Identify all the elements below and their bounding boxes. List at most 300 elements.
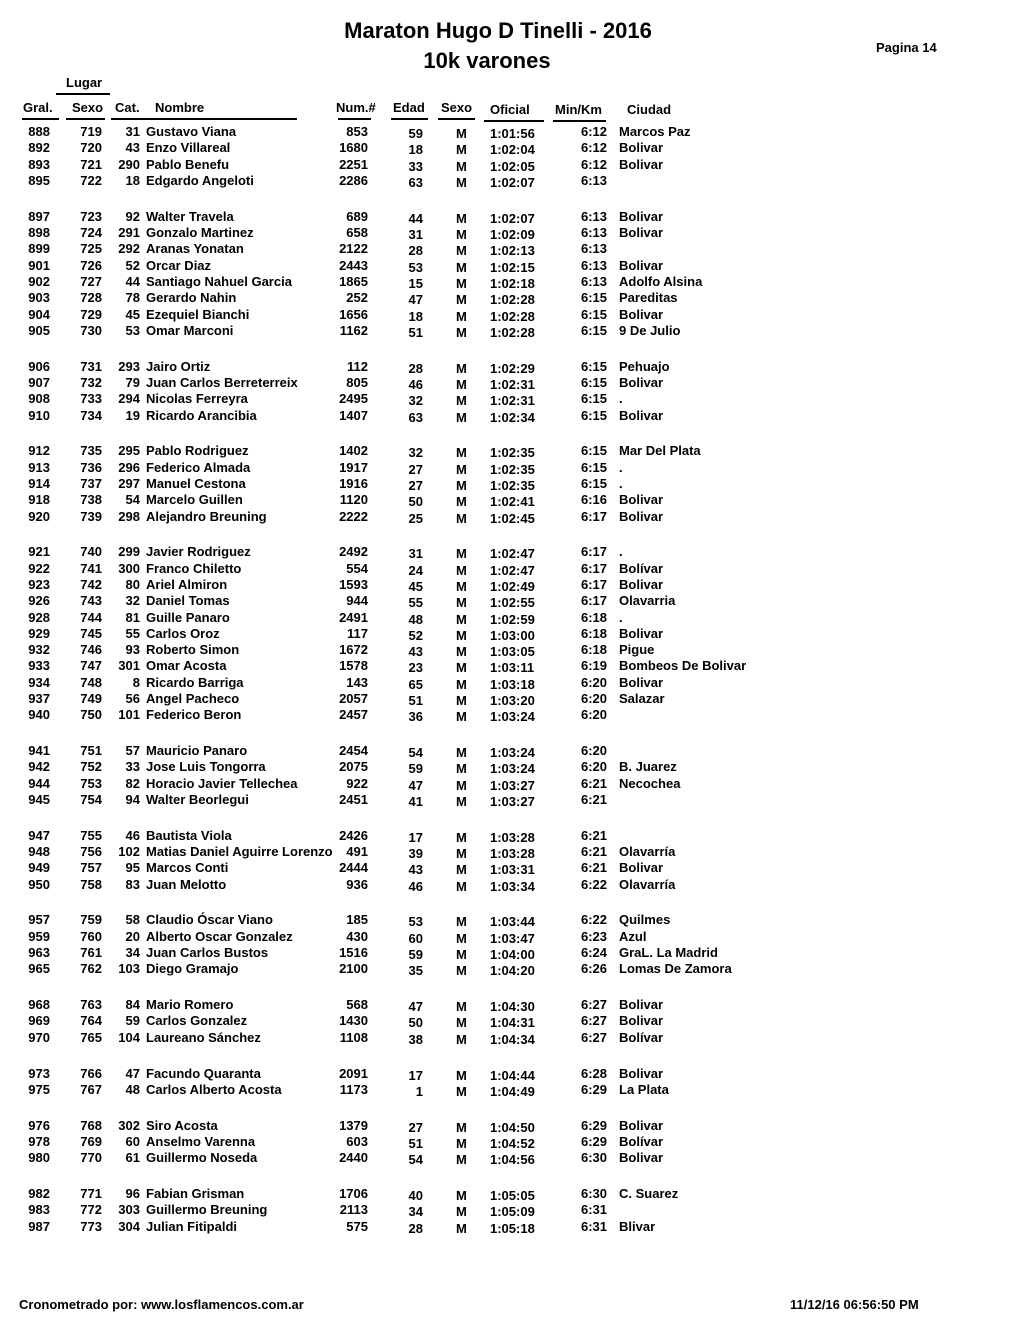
cell-minkm: 6:13 [580, 274, 607, 289]
cell-sexo2: M [456, 546, 467, 561]
cell-oficial: 1:03:24 [490, 709, 535, 724]
cell-oficial: 1:04:44 [490, 1068, 535, 1083]
table-row [0, 593, 1024, 609]
cell-sexo: 741 [80, 561, 102, 576]
cell-num: 2286 [339, 173, 368, 188]
cell-sexo2: M [456, 292, 467, 307]
cell-gral: 904 [28, 307, 50, 322]
cell-minkm: 6:21 [580, 860, 607, 875]
cell-gral: 941 [28, 743, 50, 758]
cell-oficial: 1:03:27 [490, 778, 535, 793]
cell-nombre: Jose Luis Tongorra [146, 759, 266, 774]
cell-edad: 47 [408, 778, 423, 793]
cell-gral: 973 [28, 1066, 50, 1081]
cell-ciudad: GraL. La Madrid [619, 945, 718, 960]
cell-gral: 982 [28, 1186, 50, 1201]
cell-gral: 912 [28, 443, 50, 458]
cell-sexo: 756 [80, 844, 102, 859]
cell-cat: 300 [118, 561, 140, 576]
cell-sexo2: M [456, 579, 467, 594]
cell-minkm: 6:30 [580, 1186, 607, 1201]
cell-oficial: 1:02:55 [490, 595, 535, 610]
cell-cat: 93 [125, 642, 140, 657]
page-title: Maraton Hugo D Tinelli - 2016 [344, 18, 652, 43]
cell-nombre: Carlos Gonzalez [146, 1013, 248, 1028]
cell-cat: 33 [125, 759, 140, 774]
table-row [0, 544, 1024, 560]
cell-gral: 944 [28, 776, 50, 791]
cell-edad: 18 [408, 309, 423, 324]
cell-sexo2: M [456, 260, 467, 275]
cell-sexo2: M [456, 1204, 467, 1219]
cell-nombre: Gerardo Nahin [146, 290, 237, 305]
cell-cat: 45 [125, 307, 140, 322]
table-row [0, 828, 1024, 844]
table-row [0, 241, 1024, 257]
cell-cat: 34 [125, 945, 140, 960]
cell-sexo2: M [456, 999, 467, 1014]
cell-oficial: 1:03:24 [490, 745, 535, 760]
cell-sexo: 750 [80, 707, 102, 722]
cell-oficial: 1:05:09 [490, 1204, 535, 1219]
cell-sexo: 762 [80, 961, 102, 976]
cell-minkm: 6:31 [580, 1202, 607, 1217]
cell-minkm: 6:20 [580, 707, 607, 722]
cell-minkm: 6:19 [580, 658, 607, 673]
cell-num: 2426 [339, 828, 368, 843]
cell-num: 2222 [339, 509, 368, 524]
table-row [0, 460, 1024, 476]
cell-nombre: Alejandro Breuning [146, 509, 267, 524]
cell-ciudad: Bolivar [619, 1013, 664, 1028]
cell-sexo2: M [456, 563, 467, 578]
cell-edad: 33 [408, 159, 423, 174]
cell-num: 2075 [339, 759, 368, 774]
cell-gral: 923 [28, 577, 50, 592]
cell-ciudad: Pareditas [619, 290, 678, 305]
cell-nombre: Omar Marconi [146, 323, 234, 338]
cell-num: 1916 [339, 476, 368, 491]
cell-nombre: Anselmo Varenna [146, 1134, 256, 1149]
cell-edad: 48 [408, 612, 423, 627]
table-row [0, 124, 1024, 140]
cell-num: 2057 [339, 691, 368, 706]
cell-cat: 32 [125, 593, 140, 608]
cell-minkm: 6:15 [580, 476, 607, 491]
cell-nombre: Matias Daniel Aguirre Lorenzo [146, 844, 333, 859]
cell-sexo: 753 [80, 776, 102, 791]
cell-sexo: 744 [80, 610, 102, 625]
cell-ciudad: Bolivar [619, 509, 664, 524]
cell-cat: 19 [125, 408, 140, 423]
cell-gral: 922 [28, 561, 50, 576]
cell-minkm: 6:17 [580, 577, 607, 592]
cell-num: 2454 [339, 743, 368, 758]
cell-minkm: 6:15 [580, 460, 607, 475]
cell-sexo2: M [456, 159, 467, 174]
cell-minkm: 6:13 [580, 173, 607, 188]
cell-num: 1865 [339, 274, 368, 289]
cell-edad: 55 [408, 595, 423, 610]
cell-num: 252 [346, 290, 368, 305]
cell-edad: 35 [408, 963, 423, 978]
cell-minkm: 6:18 [580, 626, 607, 641]
cell-oficial: 1:03:31 [490, 862, 535, 877]
cell-gral: 934 [28, 675, 50, 690]
cell-nombre: Ricardo Arancibia [146, 408, 257, 423]
cell-cat: 81 [125, 610, 140, 625]
cell-edad: 28 [408, 243, 423, 258]
cell-oficial: 1:02:35 [490, 462, 535, 477]
cell-nombre: Gustavo Viana [146, 124, 237, 139]
cell-edad: 36 [408, 709, 423, 724]
cell-gral: 959 [28, 929, 50, 944]
cell-nombre: Laureano Sánchez [146, 1030, 261, 1045]
cell-ciudad: Bolivar [619, 225, 664, 240]
cell-num: 1917 [339, 460, 368, 475]
cell-sexo: 754 [80, 792, 102, 807]
cell-sexo: 760 [80, 929, 102, 944]
cell-oficial: 1:02:35 [490, 478, 535, 493]
cell-edad: 50 [408, 1015, 423, 1030]
cell-cat: 302 [118, 1118, 140, 1133]
cell-edad: 53 [408, 914, 423, 929]
cell-cat: 104 [118, 1030, 140, 1045]
cell-minkm: 6:29 [580, 1134, 607, 1149]
cell-num: 1593 [339, 577, 368, 592]
cell-minkm: 6:17 [580, 509, 607, 524]
cell-nombre: Ricardo Barriga [146, 675, 244, 690]
cell-gral: 933 [28, 658, 50, 673]
cell-sexo: 719 [80, 124, 102, 139]
cell-cat: 46 [125, 828, 140, 843]
cell-ciudad: Olavarría [619, 844, 676, 859]
cell-oficial: 1:04:31 [490, 1015, 535, 1030]
cell-sexo2: M [456, 175, 467, 190]
cell-oficial: 1:03:18 [490, 677, 535, 692]
cell-gral: 970 [28, 1030, 50, 1045]
cell-edad: 45 [408, 579, 423, 594]
cell-sexo2: M [456, 879, 467, 894]
cell-nombre: Javier Rodriguez [146, 544, 251, 559]
table-row [0, 1134, 1024, 1150]
cell-oficial: 1:03:28 [490, 830, 535, 845]
cell-sexo2: M [456, 126, 467, 141]
cell-ciudad: Pigue [619, 642, 655, 657]
cell-ciudad: La Plata [619, 1082, 669, 1097]
cell-oficial: 1:03:28 [490, 846, 535, 861]
cell-gral: 948 [28, 844, 50, 859]
cell-sexo2: M [456, 211, 467, 226]
cell-sexo: 755 [80, 828, 102, 843]
cell-minkm: 6:23 [580, 929, 607, 944]
cell-cat: 44 [125, 274, 140, 289]
cell-nombre: Jairo Ortiz [146, 359, 211, 374]
cell-gral: 940 [28, 707, 50, 722]
cell-num: 936 [346, 877, 368, 892]
cell-edad: 63 [408, 410, 423, 425]
cell-cat: 56 [125, 691, 140, 706]
table-row [0, 1219, 1024, 1235]
cell-sexo: 722 [80, 173, 102, 188]
cell-sexo: 772 [80, 1202, 102, 1217]
cell-sexo: 749 [80, 691, 102, 706]
table-row [0, 1186, 1024, 1202]
cell-ciudad: Bolivar [619, 375, 664, 390]
cell-gral: 963 [28, 945, 50, 960]
cell-cat: 61 [125, 1150, 140, 1165]
cell-edad: 40 [408, 1188, 423, 1203]
table-row [0, 408, 1024, 424]
cell-sexo2: M [456, 494, 467, 509]
table-row [0, 1066, 1024, 1082]
cell-gral: 908 [28, 391, 50, 406]
cell-num: 689 [346, 209, 368, 224]
cell-oficial: 1:02:07 [490, 175, 535, 190]
cell-minkm: 6:20 [580, 759, 607, 774]
cell-nombre: Nicolas Ferreyra [146, 391, 248, 406]
cell-sexo2: M [456, 227, 467, 242]
table-row [0, 776, 1024, 792]
cell-gral: 926 [28, 593, 50, 608]
cell-oficial: 1:01:56 [490, 126, 535, 141]
cell-sexo: 737 [80, 476, 102, 491]
cell-edad: 23 [408, 660, 423, 675]
cell-cat: 293 [118, 359, 140, 374]
cell-sexo2: M [456, 142, 467, 157]
cell-ciudad: Bolivar [619, 997, 664, 1012]
cell-edad: 52 [408, 628, 423, 643]
cell-ciudad: Bolivar [619, 492, 664, 507]
cell-nombre: Edgardo Angeloti [146, 173, 254, 188]
cell-num: 2495 [339, 391, 368, 406]
cell-edad: 63 [408, 175, 423, 190]
cell-edad: 18 [408, 142, 423, 157]
table-row [0, 860, 1024, 876]
cell-gral: 907 [28, 375, 50, 390]
cell-sexo: 742 [80, 577, 102, 592]
cell-nombre: Orcar Diaz [146, 258, 212, 273]
table-row [0, 274, 1024, 290]
cell-sexo: 726 [80, 258, 102, 273]
cell-gral: 980 [28, 1150, 50, 1165]
cell-oficial: 1:02:41 [490, 494, 535, 509]
cell-oficial: 1:02:49 [490, 579, 535, 594]
cell-edad: 27 [408, 462, 423, 477]
cell-cat: 103 [118, 961, 140, 976]
cell-sexo: 724 [80, 225, 102, 240]
cell-sexo2: M [456, 644, 467, 659]
cell-num: 2492 [339, 544, 368, 559]
cell-cat: 54 [125, 492, 140, 507]
cell-sexo2: M [456, 1084, 467, 1099]
page-subtitle: 10k varones [423, 48, 551, 73]
cell-ciudad: Bolívar [619, 561, 664, 576]
cell-sexo2: M [456, 462, 467, 477]
cell-minkm: 6:29 [580, 1118, 607, 1133]
table-row [0, 209, 1024, 225]
cell-num: 1680 [339, 140, 368, 155]
table-row [0, 929, 1024, 945]
cell-sexo: 728 [80, 290, 102, 305]
cell-sexo2: M [456, 1136, 467, 1151]
cell-gral: 987 [28, 1219, 50, 1234]
cell-nombre: Julian Fitipaldi [146, 1219, 238, 1234]
cell-gral: 903 [28, 290, 50, 305]
cell-oficial: 1:03:00 [490, 628, 535, 643]
cell-minkm: 6:17 [580, 544, 607, 559]
cell-num: 2440 [339, 1150, 368, 1165]
cell-gral: 983 [28, 1202, 50, 1217]
table-row [0, 658, 1024, 674]
cell-edad: 51 [408, 693, 423, 708]
cell-num: 1120 [339, 492, 368, 507]
cell-oficial: 1:02:47 [490, 563, 535, 578]
cell-nombre: Alberto Oscar Gonzalez [146, 929, 293, 944]
cell-gral: 976 [28, 1118, 50, 1133]
cell-gral: 949 [28, 860, 50, 875]
cell-num: 603 [346, 1134, 368, 1149]
cell-gral: 928 [28, 610, 50, 625]
cell-gral: 893 [28, 157, 50, 172]
footer-credit: Cronometrado por: www.losflamencos.com.ar [19, 1297, 304, 1312]
cell-oficial: 1:02:28 [490, 309, 535, 324]
cell-gral: 957 [28, 912, 50, 927]
cell-oficial: 1:04:30 [490, 999, 535, 1014]
cell-sexo: 768 [80, 1118, 102, 1133]
cell-num: 1578 [339, 658, 368, 673]
cell-edad: 59 [408, 126, 423, 141]
cell-oficial: 1:02:59 [490, 612, 535, 627]
cell-gral: 950 [28, 877, 50, 892]
cell-cat: 303 [118, 1202, 140, 1217]
cell-oficial: 1:04:34 [490, 1032, 535, 1047]
cell-minkm: 6:24 [580, 945, 607, 960]
cell-oficial: 1:02:47 [490, 546, 535, 561]
cell-sexo2: M [456, 1032, 467, 1047]
cell-num: 575 [346, 1219, 368, 1234]
cell-sexo: 773 [80, 1219, 102, 1234]
cell-minkm: 6:12 [580, 157, 607, 172]
table-row [0, 1202, 1024, 1218]
cell-gral: 910 [28, 408, 50, 423]
cell-sexo2: M [456, 1221, 467, 1236]
cell-nombre: Daniel Tomas [146, 593, 230, 608]
cell-oficial: 1:03:47 [490, 931, 535, 946]
cell-sexo2: M [456, 612, 467, 627]
cell-oficial: 1:03:34 [490, 879, 535, 894]
cell-gral: 947 [28, 828, 50, 843]
cell-oficial: 1:03:20 [490, 693, 535, 708]
cell-oficial: 1:03:27 [490, 794, 535, 809]
cell-sexo2: M [456, 914, 467, 929]
cell-ciudad: . [619, 460, 623, 475]
cell-nombre: Fabian Grisman [146, 1186, 245, 1201]
cell-edad: 31 [408, 546, 423, 561]
cell-sexo: 764 [80, 1013, 102, 1028]
cell-num: 1379 [339, 1118, 368, 1133]
cell-cat: 95 [125, 860, 140, 875]
cell-sexo: 721 [80, 157, 102, 172]
cell-cat: 52 [125, 258, 140, 273]
cell-oficial: 1:04:56 [490, 1152, 535, 1167]
cell-minkm: 6:15 [580, 391, 607, 406]
cell-cat: 92 [125, 209, 140, 224]
cell-num: 491 [346, 844, 368, 859]
cell-sexo: 771 [80, 1186, 102, 1201]
table-row [0, 323, 1024, 339]
cell-ciudad: Bolivar [619, 577, 664, 592]
cell-nombre: Federico Almada [146, 460, 251, 475]
cell-cat: 43 [125, 140, 140, 155]
table-row [0, 359, 1024, 375]
cell-num: 2444 [339, 860, 368, 875]
cell-sexo2: M [456, 393, 467, 408]
cell-ciudad: . [619, 476, 623, 491]
cell-oficial: 1:04:52 [490, 1136, 535, 1151]
cell-num: 1672 [339, 642, 368, 657]
cell-sexo: 751 [80, 743, 102, 758]
cell-ciudad: . [619, 610, 623, 625]
table-row [0, 157, 1024, 173]
cell-ciudad: Necochea [619, 776, 681, 791]
cell-nombre: Juan Melotto [146, 877, 227, 892]
cell-sexo: 723 [80, 209, 102, 224]
cell-gral: 929 [28, 626, 50, 641]
header-gral: Gral. [23, 100, 53, 115]
cell-edad: 28 [408, 361, 423, 376]
cell-sexo: 736 [80, 460, 102, 475]
cell-cat: 296 [118, 460, 140, 475]
table-row [0, 258, 1024, 274]
cell-nombre: Aranas Yonatan [146, 241, 244, 256]
cell-sexo2: M [456, 1152, 467, 1167]
cell-gral: 965 [28, 961, 50, 976]
cell-oficial: 1:02:28 [490, 325, 535, 340]
cell-sexo: 746 [80, 642, 102, 657]
cell-nombre: Franco Chiletto [146, 561, 242, 576]
cell-minkm: 6:15 [580, 307, 607, 322]
cell-nombre: Bautista Viola [146, 828, 232, 843]
cell-oficial: 1:03:44 [490, 914, 535, 929]
table-row [0, 307, 1024, 323]
cell-sexo2: M [456, 478, 467, 493]
cell-edad: 27 [408, 1120, 423, 1135]
cell-minkm: 6:20 [580, 675, 607, 690]
cell-cat: 58 [125, 912, 140, 927]
cell-cat: 57 [125, 743, 140, 758]
table-row [0, 759, 1024, 775]
cell-edad: 59 [408, 761, 423, 776]
cell-num: 1108 [339, 1030, 368, 1045]
cell-minkm: 6:17 [580, 561, 607, 576]
table-row [0, 626, 1024, 642]
footer-timestamp: 11/12/16 06:56:50 PM [790, 1297, 919, 1312]
cell-ciudad: Olavarria [619, 593, 676, 608]
cell-minkm: 6:21 [580, 844, 607, 859]
cell-oficial: 1:02:31 [490, 377, 535, 392]
cell-ciudad: . [619, 391, 623, 406]
cell-oficial: 1:02:45 [490, 511, 535, 526]
cell-nombre: Juan Carlos Berreterreix [146, 375, 298, 390]
cell-cat: 304 [118, 1219, 140, 1234]
cell-oficial: 1:03:05 [490, 644, 535, 659]
cell-edad: 25 [408, 511, 423, 526]
cell-cat: 290 [118, 157, 140, 172]
table-row [0, 1030, 1024, 1046]
cell-num: 554 [346, 561, 368, 576]
cell-num: 112 [347, 359, 368, 374]
